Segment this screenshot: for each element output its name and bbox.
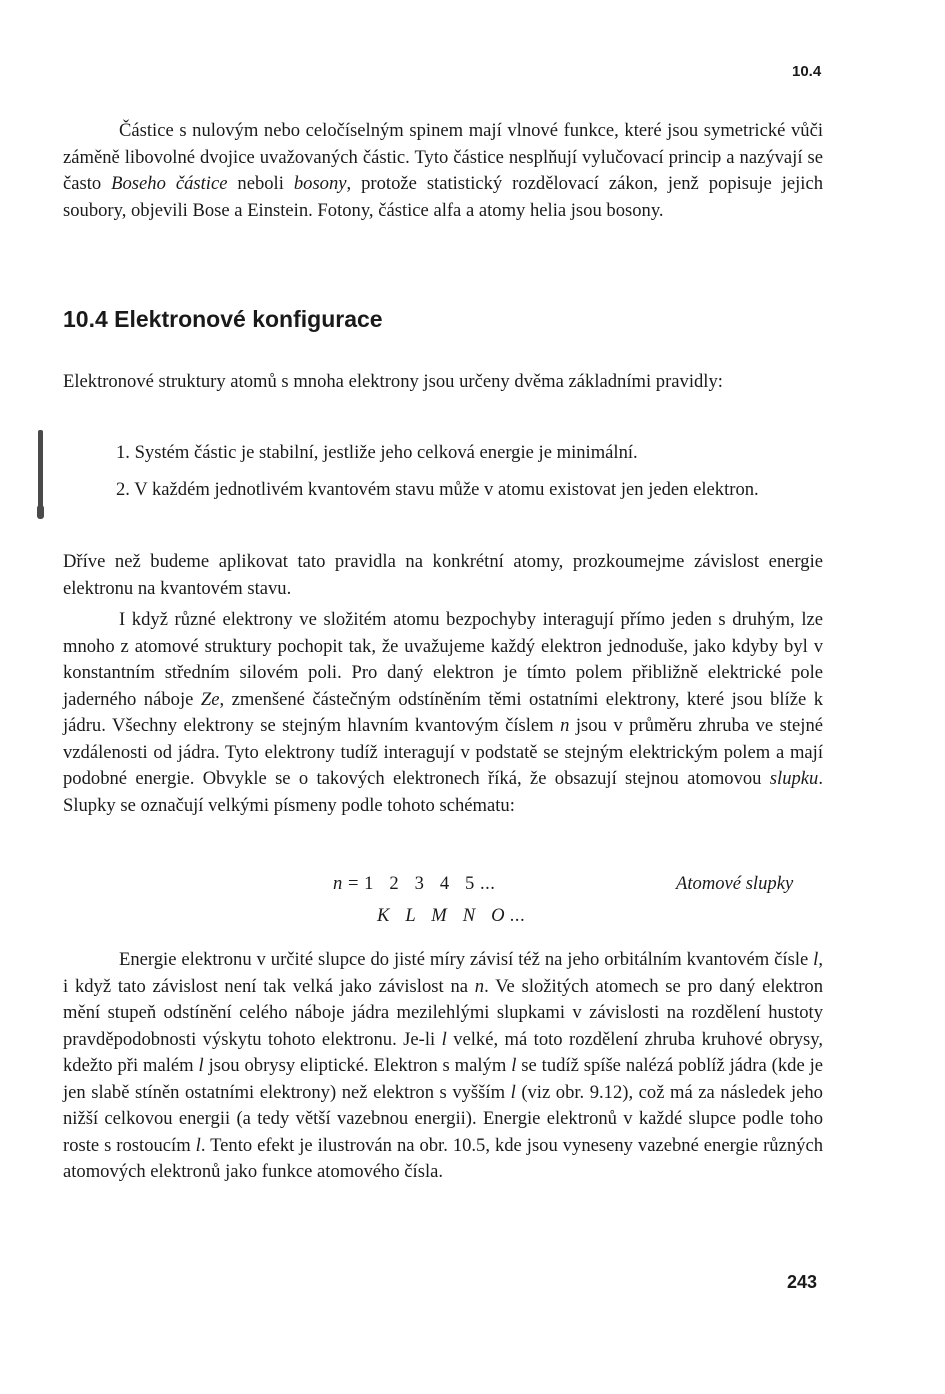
shell-scheme <box>333 868 526 932</box>
margin-mark <box>38 430 43 515</box>
text-run: Energie elektronu v určité slupce do jisté míry závisí též na jeho orbitálním kvantovém čísle <box>119 949 814 970</box>
scheme-n-values: = 1 2 3 4 5 ... <box>347 873 496 894</box>
scheme-caption: Atomové slupky <box>676 873 794 894</box>
paragraph-before: Dříve než budeme aplikovat tato pravidla na konkrétní atomy, prozkoumejme závislost energie elektronu na kvantovém stavu. <box>63 551 823 599</box>
math-var-l: l <box>813 949 819 970</box>
text-run: I když různé elektrony ve složitém atomu bezpochyby interagují přímo jeden s druhým, lze mnoho z atomové struktury pochopit tak, že uvažujeme každý elektron jednoduše, jako kdyby byl v konstantním středním silovém poli. Pro daný elektron je tímto polem přibližně elektrické pole jaderného náboje <box>63 609 823 710</box>
scheme-letters: K L M N O ... <box>377 905 526 926</box>
paragraph-shells <box>63 607 823 819</box>
math-var-l: l <box>510 1081 516 1103</box>
math-var-n: n <box>474 975 485 997</box>
text-run: , zmenšené částečným odstíněním těmi ostatními elektrony, které jsou blíže k jádru. Všechny elektrony se stejným hlavním kvantovým číslem <box>63 688 824 736</box>
math-var-l: l <box>441 1028 447 1050</box>
paragraph-energy <box>63 947 823 1186</box>
math-var-l: l <box>195 1134 201 1156</box>
scheme-n-label: n <box>333 873 343 894</box>
text-run: velké, má toto rozdělení zhruba kruhové obrysy, kdežto při malém <box>63 1028 823 1076</box>
intro-paragraph <box>63 118 823 224</box>
text-run: neboli <box>227 173 294 194</box>
rule-item-1: 1. Systém částic je stabilní, jestliže jeho celková energie je minimální. <box>116 442 638 463</box>
term-bosony: bosony <box>293 173 347 194</box>
math-var-n: n <box>560 715 570 736</box>
text-run: jsou obrysy eliptické. Elektron s malým <box>203 1055 512 1076</box>
page-number: 243 <box>787 1272 818 1292</box>
math-var-l: l <box>511 1055 517 1076</box>
running-header-section-number: 10.4 <box>792 63 822 80</box>
text-run: (viz obr. 9.12), což má za následek jeho nižší celkovou energii (a tedy větší vazebnou energii). Energie elektronů v každé slupce podle toho roste s rostoucím <box>63 1081 823 1156</box>
text-run: , i když tato závislost není tak velká jako závislost na <box>63 949 823 997</box>
term-slupku: slupku <box>769 768 819 789</box>
math-var-l: l <box>198 1055 204 1076</box>
text-run: se tudíž spíše nalézá poblíž jádra (kde je jen slabě stíněn ostatními elektrony) než elektron s vyšším <box>63 1055 824 1103</box>
text-run: . Slupky se označují velkými písmeny podle tohoto schématu: <box>63 768 823 816</box>
text-run: Částice s nulovým nebo celočíselným spinem mají vlnové funkce, které jsou symetrické vůči záměně libovolné dvojice uvažovaných částic. Tyto částice nesplňují vylučovací princip a nazývají se často <box>63 120 823 194</box>
rules-intro-paragraph: Elektronové struktury atomů s mnoha elektrony jsou určeny dvěma základními pravidly: <box>63 371 723 392</box>
math-var-ze: Ze <box>200 688 220 710</box>
text-run: jsou v průměru zhruba ve stejné vzdálenosti od jádra. Tyto elektrony tudíž interagují v podstatě se stejným elektrickým polem a mají podobné energie. Obvykle se o takových elektronech říká, že obsazují stejnou atomovou <box>63 715 823 789</box>
term-boseho-castice: Boseho částice <box>111 173 228 194</box>
section-heading: 10.4 Elektronové konfigurace <box>63 306 383 332</box>
rule-item-2: 2. V každém jednotlivém kvantovém stavu může v atomu existovat jen jeden elektron. <box>116 479 759 500</box>
text-run: . Ve složitých atomech se pro daný elektron mění stupeň odstínění celého náboje jádra mezilehlými slupkami v závislosti na rozdělení hustoty pravděpodobnosti výskytu tohoto elektronu. Je-li <box>63 975 824 1050</box>
text-run: . Tento efekt je ilustrován na obr. 10.5, kde jsou vyneseny vazebné energie různých atomových elektronů jako funkce atomového čísla. <box>63 1134 823 1182</box>
text-run: , protože statistický rozdělovací zákon, jenž popisuje jejich soubory, objevili Bose a Einstein. Fotony, částice alfa a atomy helia jsou bosony. <box>63 173 823 221</box>
margin-mark-dot <box>37 505 44 519</box>
